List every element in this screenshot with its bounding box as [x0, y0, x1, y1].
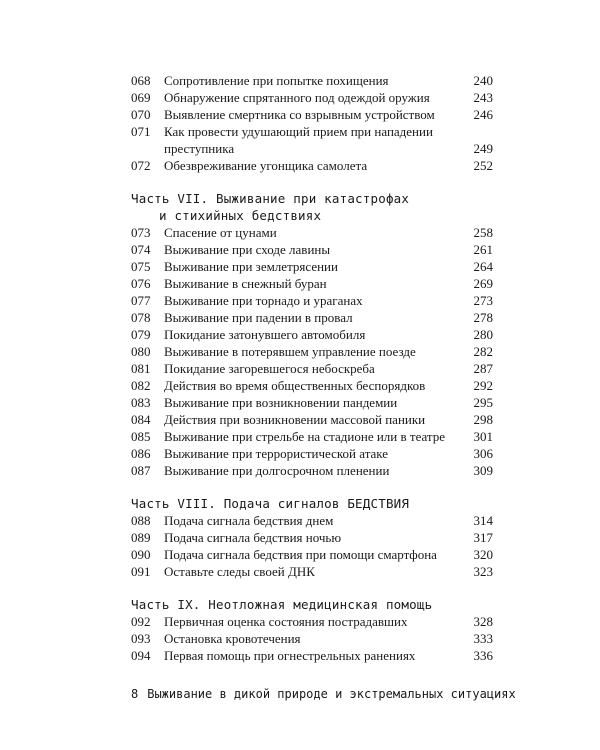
entry-number: 083: [131, 395, 151, 410]
entry-number: 077: [131, 293, 151, 308]
entry-title: Подача сигнала бедствия ночью: [164, 530, 342, 545]
entry-title: Обезвреживание угонщика самолета: [164, 158, 368, 173]
entry-page: 243: [473, 90, 493, 105]
entry-number: 091: [131, 564, 151, 579]
entry-page: 273: [473, 293, 493, 308]
entry-page: 261: [473, 242, 493, 257]
running-footer: [131, 686, 531, 702]
entry-page: 240: [473, 73, 493, 88]
entry-number: 085: [131, 429, 151, 444]
entry-page: 301: [473, 429, 493, 444]
entry-title: Обнаружение спрятанного под одеждой оружия: [164, 90, 430, 105]
entry-page: 258: [473, 225, 493, 240]
entry-title: Подача сигнала бедствия днем: [164, 513, 334, 528]
part-heading: Часть VII. Выживание при катастрофах: [131, 191, 410, 206]
entry-number: 089: [131, 530, 151, 545]
entry-page: 336: [473, 648, 493, 663]
entry-number: 082: [131, 378, 151, 393]
entry-title: Выживание при торнадо и ураганах: [164, 293, 363, 308]
entry-number: 081: [131, 361, 151, 376]
toc-entry: [131, 224, 493, 241]
toc-entry: [131, 377, 493, 394]
entry-title: Покидание затонувшего автомобиля: [164, 327, 366, 342]
toc-entry: [131, 647, 493, 664]
entry-page: 280: [473, 327, 493, 342]
entry-title: преступника: [164, 141, 235, 156]
entry-title: Выживание в снежный буран: [164, 276, 327, 291]
entry-title: Выживание при возникновении пандемии: [164, 395, 398, 410]
entry-number: 093: [131, 631, 151, 646]
toc-entry-continuation: [131, 140, 493, 157]
entry-number: 069: [131, 90, 151, 105]
entry-number: 076: [131, 276, 151, 291]
toc-entry: [131, 258, 493, 275]
entry-page: 317: [473, 530, 493, 545]
entry-title: Спасение от цунами: [164, 225, 277, 240]
toc-entry: [131, 343, 493, 360]
toc-entry: [131, 106, 493, 123]
entry-title: Выживание в потерявшем управление поезде: [164, 344, 416, 359]
toc-entry: [131, 411, 493, 428]
toc-entry: [131, 326, 493, 343]
toc-entry: [131, 360, 493, 377]
footer-book-title: Выживание в дикой природе и экстремальных ситуациях: [147, 687, 516, 701]
toc-entry: [131, 546, 493, 563]
part-heading-line2: и стихийных бедствиях: [159, 208, 322, 223]
entry-number: 074: [131, 242, 151, 257]
entry-title: Действия при возникновении массовой паники: [164, 412, 426, 427]
toc-entry: [131, 89, 493, 106]
entry-page: 264: [473, 259, 493, 274]
entry-number: 090: [131, 547, 151, 562]
entry-number: 084: [131, 412, 151, 427]
entry-number: 078: [131, 310, 151, 325]
part-heading: Часть VIII. Подача сигналов БЕДСТВИЯ: [131, 496, 410, 511]
toc-entry: [131, 613, 493, 630]
part-heading: Часть IX. Неотложная медицинская помощь: [131, 597, 433, 612]
entry-title: Сопротивление при попытке похищения: [164, 73, 389, 88]
toc-entry: [131, 309, 493, 326]
entry-page: 333: [473, 631, 493, 646]
entry-title: Как провести удушающий прием при нападении: [164, 124, 433, 139]
entry-page: 314: [473, 513, 493, 528]
entry-page: 282: [473, 344, 493, 359]
entry-page: 328: [473, 614, 493, 629]
entry-page: 292: [473, 378, 493, 393]
entry-number: 073: [131, 225, 151, 240]
toc-entry: [131, 630, 493, 647]
entry-number: 086: [131, 446, 151, 461]
entry-title: Выживание при долгосрочном пленении: [164, 463, 390, 478]
entry-number: 088: [131, 513, 151, 528]
entry-number: 068: [131, 73, 151, 88]
toc-entry: [131, 292, 493, 309]
entry-page: 295: [473, 395, 493, 410]
entry-title: Выживание при террористической атаке: [164, 446, 389, 461]
entry-number: 080: [131, 344, 151, 359]
entry-page: 323: [473, 564, 493, 579]
toc-entry: [131, 512, 493, 529]
entry-page: 298: [473, 412, 493, 427]
entry-title: Действия во время общественных беспорядков: [164, 378, 426, 393]
entry-number: 087: [131, 463, 151, 478]
toc-entry: [131, 275, 493, 292]
toc-entry: [131, 529, 493, 546]
entry-title: Выявление смертника со взрывным устройством: [164, 107, 435, 122]
entry-page: 287: [473, 361, 493, 376]
entry-title: Выживание при сходе лавины: [164, 242, 331, 257]
entry-title: Подача сигнала бедствия при помощи смартфона: [164, 547, 437, 562]
entry-number: 070: [131, 107, 151, 122]
entry-number: 079: [131, 327, 151, 342]
toc-entry: [131, 72, 493, 89]
entry-page: 320: [473, 547, 493, 562]
entry-title: Выживание при падении в провал: [164, 310, 353, 325]
entry-page: 249: [473, 141, 493, 156]
toc-entry: [131, 394, 493, 411]
entry-number: 094: [131, 648, 151, 663]
entry-title: Покидание загоревшегося небоскреба: [164, 361, 375, 376]
entry-page: 309: [473, 463, 493, 478]
entry-title: Первичная оценка состояния пострадавших: [164, 614, 408, 629]
toc-entry: [131, 462, 493, 479]
entry-title: Остановка кровотечения: [164, 631, 301, 646]
entry-page: 278: [473, 310, 493, 325]
entry-page: 269: [473, 276, 493, 291]
toc-entry: [131, 157, 493, 174]
entry-title: Первая помощь при огнестрельных ранениях: [164, 648, 416, 663]
entry-page: 306: [473, 446, 493, 461]
entry-title: Выживание при стрельбе на стадионе или в театре: [164, 429, 446, 444]
entry-number: 072: [131, 158, 151, 173]
toc-entry: [131, 123, 493, 140]
entry-number: 075: [131, 259, 151, 274]
toc-entry: [131, 563, 493, 580]
toc-entry: [131, 241, 493, 258]
entry-title: Оставьте следы своей ДНК: [164, 564, 315, 579]
footer-page-number: 8: [131, 687, 139, 701]
toc-entry: [131, 445, 493, 462]
entry-page: 252: [473, 158, 493, 173]
entry-number: 092: [131, 614, 151, 629]
entry-page: 246: [473, 107, 493, 122]
entry-title: Выживание при землетрясении: [164, 259, 338, 274]
entry-number: 071: [131, 124, 151, 139]
toc-entry: [131, 428, 493, 445]
